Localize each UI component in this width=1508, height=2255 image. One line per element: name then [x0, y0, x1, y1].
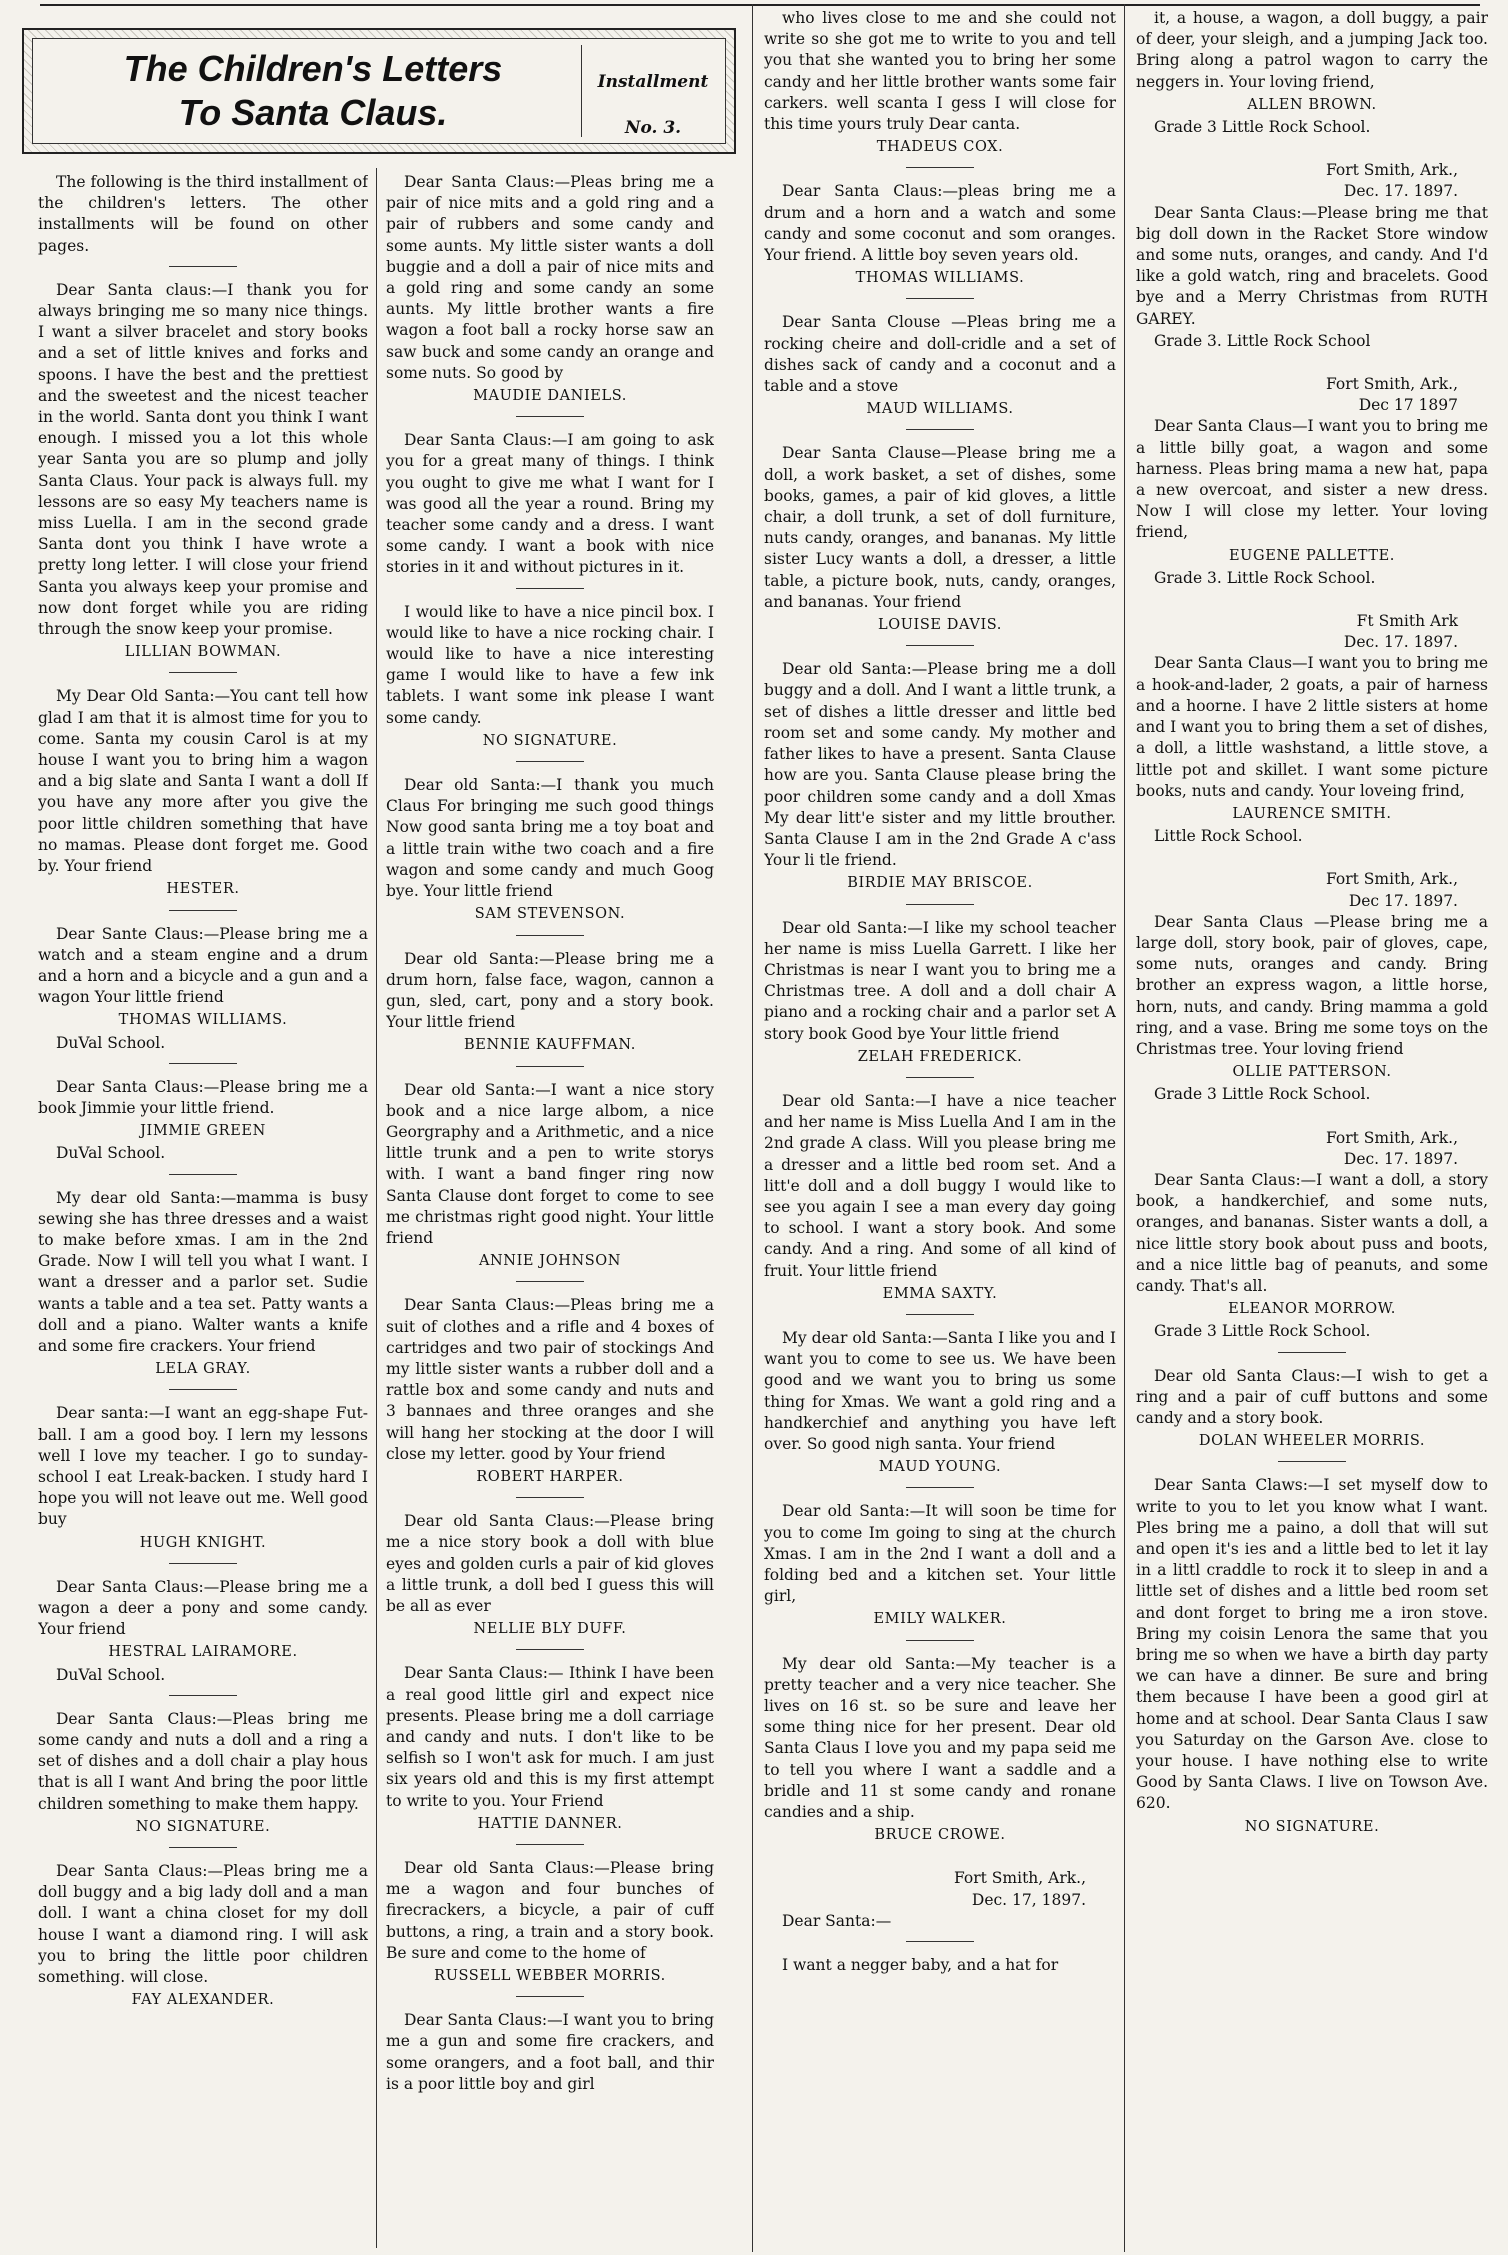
letter-separator: [169, 1563, 237, 1564]
letter-separator: [516, 1281, 584, 1282]
column-rule-1: [376, 168, 377, 2248]
letter-body: Dear old Santa:—I want a nice story book and a nice large albom, a nice Georgraphy and a Arithmetic, and a nice little trunk and a pen to write storys with. I want a band finger ring now Santa Clause dont forget to come to see me christmas right good night. Your little friend: [386, 1080, 714, 1247]
letter-separator: [169, 1063, 237, 1064]
letter-signature: BIRDIE MAY BRISCOE.: [847, 875, 1033, 892]
letter-body: Dear Santa Claus:—I want a doll, a story book, a handkerchief, and some nuts, oranges, and bananas. Sister wants a doll, a nice little story book about puss and boots, and a nice little bag of peanuts, and some candy. That's all.: [1136, 1170, 1488, 1295]
dateline-place: Fort Smith, Ark.,: [954, 1869, 1086, 1888]
letter-body: My dear old Santa:—mamma is busy sewing she has three dresses and a waist to make before xmas. I am in the 2nd Grade. Now I will tell you what I want. I want a dresser and a parlor set. Sudie wants a table and a tea set. Patty wants a doll and a piano. Walter wants a knife and some fire crackers. Your friend: [38, 1188, 368, 1355]
letter-body: Dear old Santa:—It will soon be time for you to come Im going to sing at the church Xmas. I am in the 2nd I want a doll and a folding bed and a kitchen set. Your little girl,: [764, 1502, 1116, 1606]
letter: [386, 1295, 714, 1488]
letter-signature: OLLIE PATTERSON.: [1232, 1064, 1392, 1081]
letter-signature: FAY ALEXANDER.: [131, 1992, 275, 2009]
letter-signature: RUSSELL WEBBER MORRIS.: [434, 1968, 666, 1985]
letter-signature: HUGH KNIGHT.: [139, 1534, 267, 1551]
letter-signature: ALLEN BROWN.: [1247, 96, 1377, 113]
letter-signature: MAUD WILLIAMS.: [866, 401, 1014, 418]
letter-body: Dear Santa Claus:—Pleas bring me a doll buggy and a big lady doll and a man doll. I want a china closet for my doll house I want a diamond ring. I will ask you to bring the little poor children something. will close.: [38, 1862, 368, 1987]
letter-separator: [169, 910, 237, 911]
letter-body: Dear old Santa:—Please bring me a drum horn, false face, wagon, cannon a gun, sled, cart, pony and a story book. Your little friend: [386, 949, 714, 1032]
letter-signature: THOMAS WILLIAMS.: [855, 270, 1025, 287]
letter-body: it, a house, a wagon, a doll buggy, a pair of deer, your sleigh, and a jumping Jack too. Bring along a patrol wagon to carry the neggers in. Your loving friend,: [1136, 9, 1488, 91]
letter: [386, 1663, 714, 1835]
letter-body: Dear old Santa:—I have a nice teacher and her name is Miss Luella And I am in the 2nd grade A class. Will you please bring me a dresser and a little bed room set. And a litt'e doll and a doll buggy I would like to see you again I see a man every day going to school. I want a story book. And some candy. And a ring. And some of all kind of fruit. Your little friend: [764, 1091, 1116, 1280]
letter-signature: LILLIAN BOWMAN.: [124, 644, 282, 661]
letter-separator: [516, 588, 584, 589]
letter: [38, 280, 368, 664]
letter-school: Grade 3 Little Rock School.: [1154, 1085, 1371, 1104]
letter-separator: [906, 1314, 974, 1315]
dateline-gap: [1136, 138, 1488, 160]
dateline-place: Fort Smith, Ark.,: [1326, 161, 1458, 180]
letter-body: Dear old Santa:—I like my school teacher her name is miss Luella Garrett. I like her Christmas is near I want you to bring me a Christmas tree. A doll and a doll chair A piano and a rocking chair and a parlor set A story book Good bye Your little friend: [764, 918, 1116, 1043]
letter: [38, 924, 368, 1054]
letter-separator: [906, 1487, 974, 1488]
letter: [38, 1709, 368, 1838]
letter-separator: [906, 167, 974, 168]
letter: [764, 181, 1116, 289]
letter-signature: HESTRAL LAIRAMORE.: [108, 1644, 298, 1661]
letter-separator: [906, 298, 974, 299]
letter: [386, 949, 714, 1057]
letter-body: Dear Santa Claus—I want you to bring me a little billy goat, a wagon and some harness. Pleas bring mama a new hat, papa a new overcoat, and sister a new dress. Now I will close my letter. Your loving friend,: [1136, 417, 1488, 542]
column-3: [764, 8, 1116, 2252]
letter-body: Dear Sante Claus:—Please bring me a watch and a steam engine and a drum and a horn and a bicycle and a gun and a wagon Your little friend: [38, 924, 368, 1007]
letter-body: Dear Santa Claus:—Pleas bring me some candy and nuts a doll and a ring a set of dishes and a doll chair a play hous that is all I want And bring the poor little children something to make them happy.: [38, 1709, 368, 1813]
letter-school: Grade 3. Little Rock School.: [1154, 568, 1376, 587]
letter: [386, 1080, 714, 1273]
dateline-date: Dec. 17. 1897.: [1343, 633, 1458, 652]
letter-body: The following is the third installment of the children's letters. The other installments will be found on other pages.: [38, 173, 368, 255]
letter: [764, 443, 1116, 636]
dateline-gap: [1136, 352, 1488, 374]
dateline-place: Ft Smith Ark: [1356, 612, 1458, 631]
letter-signature: NO SIGNATURE.: [482, 732, 618, 749]
top-rule: [40, 4, 1480, 6]
letter-separator: [169, 266, 237, 267]
letter-body: Dear old Santa:—I thank you much Claus For bringing me such good things Now good santa bring me a toy boat and a little train withe two coach and a fire wagon and some candy and much Goog bye. Your little friend: [386, 776, 714, 901]
letter: [38, 1861, 368, 2011]
masthead-divider: [581, 45, 582, 137]
letter-school: DuVal School.: [56, 1144, 166, 1163]
letter-signature: HESTER.: [166, 881, 240, 898]
letter-school: Little Rock School.: [1154, 827, 1303, 846]
letter: [1136, 374, 1488, 589]
letter: [38, 172, 368, 257]
letter: [386, 172, 714, 407]
letter-body: Dear Santa Claus—I want you to bring me a hook-and-lader, 2 goats, a pair of harness and a hoorne. I have 2 little sisters at home and I want you to bring them a set of dishes, a doll, a little washstand, a little stove, a little pot and skillet. I want some picture books, nuts and candy. Your loveing frind,: [1136, 654, 1488, 800]
letter-signature: NO SIGNATURE.: [1244, 1818, 1380, 1835]
letter: [386, 2010, 714, 2095]
letter-separator: [516, 1844, 584, 1845]
letter-school: Grade 3 Little Rock School.: [1154, 1322, 1371, 1341]
letter: [764, 1868, 1116, 1932]
letter-separator: [169, 1847, 237, 1848]
letter-separator: [906, 1941, 974, 1942]
letter: [764, 8, 1116, 158]
letter-school: DuVal School.: [56, 1665, 166, 1684]
letter: [1136, 1128, 1488, 1343]
dateline-gap: [764, 1846, 1116, 1868]
letter-signature: EUGENE PALLETTE.: [1229, 547, 1395, 564]
letter-signature: LELA GRAY.: [155, 1361, 251, 1378]
column-rule-2: [752, 4, 753, 2252]
letter-signature: LOUISE DAVIS.: [878, 617, 1002, 634]
letter: [764, 659, 1116, 894]
letter-body: Dear Santa Claus:—I want you to bring me a gun and some fire crackers, and some orangers, and a foot ball, and thir is a poor little boy and girl: [386, 2011, 714, 2093]
letter-separator: [169, 1389, 237, 1390]
installment-number: No. 3.: [624, 118, 682, 138]
letter-signature: MAUDIE DANIELS.: [473, 388, 627, 405]
letter: [1136, 1366, 1488, 1453]
letter: [386, 602, 714, 752]
letter-separator: [906, 645, 974, 646]
letter: [1136, 8, 1488, 138]
column-4: [1136, 8, 1488, 2252]
letter-school: Grade 3 Little Rock School.: [1154, 118, 1371, 137]
headline: [53, 47, 573, 135]
letter: [1136, 1475, 1488, 1837]
dateline-gap: [1136, 847, 1488, 869]
letter-body: Dear Santa Claus:—Please bring me a book Jimmie your little friend.: [38, 1077, 368, 1117]
letter: [38, 686, 368, 900]
letter-signature: JIMMIE GREEN: [140, 1123, 266, 1140]
letter-signature: ROBERT HARPER.: [476, 1468, 624, 1485]
letter: [38, 1577, 368, 1686]
letter: [764, 1654, 1116, 1847]
letter-separator: [1278, 1461, 1346, 1462]
letter-body: My dear old Santa:—Santa I like you and I want you to come to see us. We have been good and we want you to bring us some thing for Xmas. We want a gold ring and a handkerchief and anything you have left over. So good nigh santa. Your friend: [764, 1328, 1116, 1453]
letter-separator: [906, 1077, 974, 1078]
letter-school: Grade 3. Little Rock School: [1154, 331, 1371, 350]
letter-body: Dear Santa Claus:—I am going to ask you for a great many of things. I think you ought to give me what I want for I was good all the year a round. Bring my teacher some candy and a dress. I want some candy. I want a book with nice stories in it and without pictures in it.: [386, 431, 714, 577]
letter-signature: THOMAS WILLIAMS.: [118, 1012, 288, 1029]
letter-body: Dear Santa Claus —Please bring me a large doll, story book, pair of gloves, cape, some nuts, oranges and candy. Bring brother an express wagon, a little horse, horn, nuts, and candy. Bring mamma a gold ring, and a vase. Bring me some toys on the Christmas tree. Your loving friend: [1136, 912, 1488, 1058]
letter-separator: [906, 429, 974, 430]
letter-signature: LAURENCE SMITH.: [1232, 805, 1392, 822]
letter-separator: [1278, 1352, 1346, 1353]
letter: [764, 312, 1116, 420]
letter-separator: [516, 935, 584, 936]
letter-body: Dear Santa Clouse —Pleas bring me a rocking cheire and doll-cridle and a set of dishes sack of candy and a coconut and a table and a stove: [764, 313, 1116, 396]
letter: [38, 1403, 368, 1553]
letter: [386, 1511, 714, 1640]
letter-signature: EMILY WALKER.: [873, 1611, 1007, 1628]
letter-school: DuVal School.: [56, 1033, 166, 1052]
letter-separator: [516, 416, 584, 417]
letter-separator: [516, 1497, 584, 1498]
column-2: [386, 172, 714, 2252]
dateline-date: Dec 17 1897: [1358, 396, 1458, 415]
letter-signature: HATTIE DANNER.: [477, 1815, 623, 1832]
letter-body: Dear Santa Claus:— Ithink I have been a real good little girl and expect nice presents. Please bring me a doll carriage and candy and nuts. I don't like to be selfish so I won't ask for much. I am just six years old and this is my first attempt to write to you. Your Friend: [386, 1664, 714, 1810]
letter-body: Dear Santa:—: [782, 1911, 892, 1930]
masthead-box: [22, 28, 736, 154]
dateline-gap: [1136, 1106, 1488, 1128]
letter-separator: [169, 1174, 237, 1175]
letter: [764, 918, 1116, 1068]
letter-body: My dear old Santa:—My teacher is a pretty teacher and a very nice teacher. She lives on 16 st. so be sure and leave her some thing nice for her present. Dear old Santa Claus I love you and my papa seid me to tell you where I want a saddle and a bridle and 11 st some candy and ronane candies and a ship.: [764, 1654, 1116, 1822]
dateline-place: Fort Smith, Ark.,: [1326, 1128, 1458, 1147]
letter: [1136, 869, 1488, 1105]
letter-body: Dear Santa Claws:—I set myself dow to write to you to let you know what I want. Ples bring me a paino, a doll that will sut and open it's ies and a little bed to let it lay in a littl craddle to rock it to sleep in and a little set of dishes and a little bed room set and dont forget to bring me a iron stove. Bring my coisin Lenora the same that you bring me so when we have a birth day party we can have a dinner. Be sure and bring them because I have been a good girl at home and at school. Dear Santa Claus I saw you Saturday on the Garson Ave. close to your house. I have nothing else to write Good by Santa Claws. I live on Towson Ave. 620.: [1136, 1476, 1488, 1813]
letter-body: Dear Santa Claus:—Pleas bring me a suit of clothes and a rifle and 4 boxes of cartridges and two pair of stockings And my little sister wants a rubber doll and a rattle box and some candy and nuts and 3 bannaes and three oranges and she will hang her stocking at the door I will close my letter. good by Your friend: [386, 1296, 714, 1463]
letter-body: I would like to have a nice pincil box. I would like to have a nice rocking chair. I would like to have a nice interesting game I would like to have a few ink tablets. I want some ink please I want some candy.: [386, 602, 714, 727]
installment-box: [593, 59, 713, 151]
letter-signature: ELEANOR MORROW.: [1228, 1301, 1396, 1318]
letter-body: Dear old Santa Claus:—I wish to get a ring and a pair of cuff buttons and some candy and a story book.: [1136, 1366, 1488, 1427]
letter: [764, 1501, 1116, 1630]
column-rule-3: [1124, 4, 1125, 2252]
dateline-date: Dec. 17. 1897.: [1343, 1149, 1458, 1168]
letter-body: Dear Santa Claus:—Please bring me a wagon a deer a pony and some candy. Your friend: [38, 1577, 368, 1639]
headline-line-2: To Santa Claus.: [178, 92, 448, 133]
letter-body: Dear santa:—I want an egg-shape Fut-ball. I am a good boy. I lern my lessons well I love my teacher. I go to sunday-school I eat Lreak-backen. I study hard I hope you will not leave out me. Well good buy: [38, 1404, 368, 1529]
letter: [764, 1091, 1116, 1305]
letter-separator: [516, 1066, 584, 1067]
letter-separator: [169, 672, 237, 673]
letter: [38, 1188, 368, 1381]
masthead-inner: [32, 38, 726, 144]
dateline-place: Fort Smith, Ark.,: [1326, 870, 1458, 889]
letter-body: who lives close to me and she could not write so she got me to write to you and tell you that she wanted you to bring her some candy and her little brother wants some fair carkers. well scanta I gess I will close for this time yours truly Dear canta.: [764, 9, 1116, 134]
dateline-date: Dec 17. 1897.: [1348, 891, 1458, 910]
letter-separator: [516, 1996, 584, 1997]
letter: [1136, 160, 1488, 352]
letter: [386, 1858, 714, 1987]
letter-body: Dear Santa Claus:—Please bring me that big doll down in the Racket Store window and some nuts, oranges, and candy. And I'd like a gold watch, ring and bracelets. Good bye and a Merry Christmas from RUTH GAREY.: [1136, 203, 1488, 328]
letter-body: Dear Santa Claus:—pleas bring me a drum and a horn and a watch and some candy and some coconut and som oranges. Your friend. A little boy seven years old.: [764, 182, 1116, 265]
letter-signature: NO SIGNATURE.: [135, 1818, 271, 1835]
dateline-date: Dec. 17. 1897.: [1343, 182, 1458, 201]
letter-separator: [906, 1640, 974, 1641]
letter-signature: ZELAH FREDERICK.: [857, 1048, 1023, 1065]
letter-signature: NELLIE BLY DUFF.: [473, 1621, 627, 1638]
letter-signature: EMMA SAXTY.: [882, 1285, 998, 1302]
letter-signature: DOLAN WHEELER MORRIS.: [1198, 1433, 1426, 1450]
letter: [764, 1955, 1116, 1976]
letter-body: Dear old Santa:—Please bring me a doll buggy and a doll. And I want a little trunk, a set of dishes a little dresser and little bed room set and some candy. My mother and father likes to have a present. Santa Clause how are you. Santa Clause please bring the poor children some candy and a doll Xmas My dear litt'e sister and my little brouther. Santa Clause I am in the 2nd Grade A c'ass Your li tle friend.: [764, 660, 1116, 870]
letter: [764, 1328, 1116, 1478]
letter-body: My Dear Old Santa:—You cant tell how glad I am that it is almost time for you to come. Santa my cousin Carol is at my house I want you to bring him a wagon and a big slate and Santa I want a doll If you have any more after you give the poor little children something that have no mamas. Please dont forget me. Good by. Your friend: [38, 687, 368, 876]
letter-body: Dear old Santa Claus:—Please bring me a wagon and four bunches of firecrackers, a bicycle, a pair of cuff buttons, a ring, a train and a story book. Be sure and come to the home of: [386, 1859, 714, 1962]
letter-body: Dear Santa Claus:—Pleas bring me a pair of nice mits and a gold ring and a pair of rubbers and some candy and some aunts. My little sister wants a doll buggie and a doll a pair of nice mits and a gold ring and some candy an some aunts. My little brother wants a fire wagon a foot ball a rocky horse saw an saw buck and some candy an orange and some nuts. So good by: [386, 173, 714, 382]
letter-separator: [906, 904, 974, 905]
letter: [386, 775, 714, 925]
letter-body: Dear old Santa Claus:—Please bring me a nice story book a doll with blue eyes and golden curls a pair of kid gloves a little trunk, a doll bed I guess this will be all as ever: [386, 1512, 714, 1615]
letter: [386, 430, 714, 578]
letter-signature: MAUD YOUNG.: [878, 1459, 1002, 1476]
letter-separator: [516, 761, 584, 762]
headline-line-1: The Children's Letters: [123, 48, 503, 89]
letter-body: Dear Santa claus:—I thank you for always bringing me so many nice things. I want a silver bracelet and story books and a set of little knives and forks and spoons. I have the best and the prettiest and the sweetest and the nicest teacher in the world. Santa dont you think I want enough. I missed you a lot this whole year Santa you are so plump and jolly Santa Claus. Your pack is always full. my lessons are so easy My teachers name is miss Luella. I am in the second grade Santa dont you think I have wrote a pretty long letter. I will close your friend Santa you always keep your promise and now dont forget while you are riding through the snow keep your promise.: [38, 280, 368, 639]
letter-signature: ANNIE JOHNSON: [478, 1253, 622, 1270]
letter-signature: BENNIE KAUFFMAN.: [464, 1037, 636, 1054]
letter-body: Dear Santa Clause—Please bring me a doll, a work basket, a set of dishes, some books, games, a pair of kid gloves, a little chair, a doll trunk, a set of doll furniture, nuts candy, oranges, and bananas. My little sister Lucy wants a doll, a dresser, a little table, a picture book, nuts, candy, oranges, and bananas. Your friend: [764, 444, 1116, 611]
letter-signature: THADEUS COX.: [876, 139, 1004, 156]
letter-signature: SAM STEVENSON.: [474, 906, 626, 923]
letter-signature: BRUCE CROWE.: [874, 1827, 1006, 1844]
dateline-date: Dec. 17, 1897.: [971, 1890, 1086, 1909]
dateline-gap: [1136, 589, 1488, 611]
letter-separator: [169, 1695, 237, 1696]
letter-body: I want a negger baby, and a hat for: [782, 1956, 1059, 1975]
letter: [1136, 611, 1488, 847]
installment-label: Installment: [597, 72, 709, 92]
letter-separator: [516, 1649, 584, 1650]
dateline-place: Fort Smith, Ark.,: [1326, 375, 1458, 394]
column-1: [38, 172, 368, 2252]
letter: [38, 1077, 368, 1165]
